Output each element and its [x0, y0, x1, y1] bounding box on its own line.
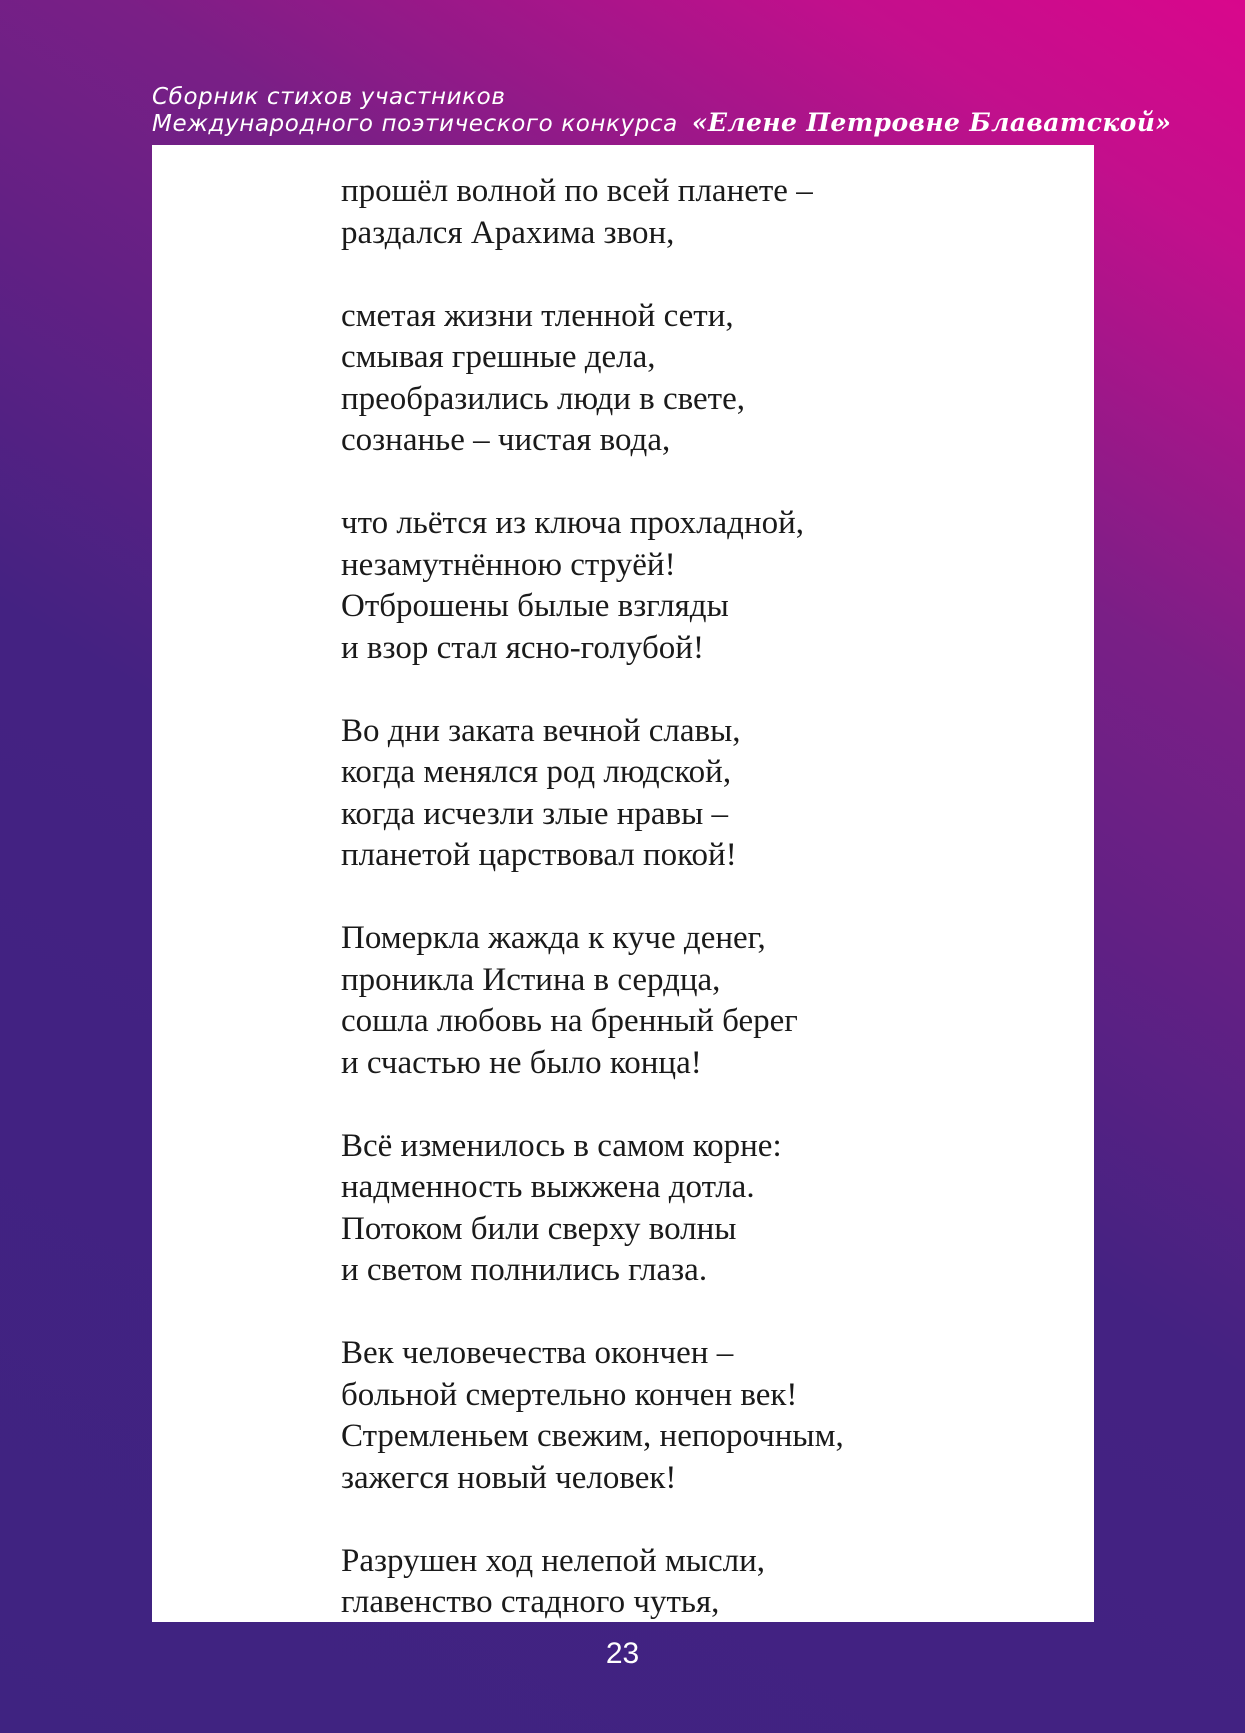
poem-stanza [341, 171, 1081, 254]
poem-line: Разрушен ход нелепой мысли, [341, 1542, 765, 1579]
poem-stanza [341, 296, 1081, 462]
poem-line: главенство стадного чутья, [341, 1584, 720, 1620]
poem-line: прошёл волной по всей планете – [341, 173, 813, 209]
poem-line: и взор стал ясно-голубой! [341, 629, 704, 666]
poem-line: что льётся из ключа прохладной, [341, 505, 805, 541]
poem-line: проникла Истина в сердца, [341, 961, 721, 998]
poem-line: Померкла жажда к куче денег, [341, 920, 766, 956]
poem-stanza [341, 1333, 1081, 1499]
poem-line: смывая грешные дела, [341, 339, 656, 375]
poem-stanza [341, 1541, 1081, 1623]
poem-line: Отброшены былые взгляды [341, 588, 729, 624]
poem-line: зажегся новый человек! [341, 1459, 677, 1496]
header-line-collection: Сборник стихов участников [152, 84, 506, 110]
header-contest-name: Международного поэтического конкурса [152, 111, 678, 137]
poem-line: когда исчезли злые нравы – [341, 795, 729, 832]
poem-line: Век человечества окончен – [341, 1335, 734, 1371]
poem-line: Стремленьем свежим, непорочным, [341, 1418, 844, 1454]
book-header [152, 84, 1172, 137]
header-contest-title: «Елене Петровне Блаватской» [691, 108, 1172, 137]
poem-line: сознанье – чистая вода, [341, 422, 671, 458]
poem-text [341, 171, 1081, 1622]
poem-line: когда менялся род людской, [341, 754, 732, 790]
poem-stanza [341, 1126, 1081, 1292]
poem-line: незамутнённою струёй! [341, 546, 676, 583]
poem-stanza [341, 711, 1081, 877]
header-line-contest [152, 108, 1172, 137]
poem-line: планетой царствовал покой! [341, 837, 737, 873]
poem-line: сметая жизни тленной сети, [341, 297, 734, 334]
poem-line: Потоком били сверху волны [341, 1210, 737, 1247]
poem-line: раздался Арахима звон, [341, 214, 675, 251]
page-content [152, 145, 1094, 1622]
poem-stanza [341, 503, 1081, 669]
poem-line: сошла любовь на бренный берег [341, 1003, 798, 1039]
poem-line: надменность выжжена дотла. [341, 1169, 755, 1205]
poem-line: больной смертельно кончен век! [341, 1376, 798, 1413]
poem-stanza [341, 918, 1081, 1084]
poem-line: Всё изменилось в самом корне: [341, 1127, 782, 1164]
page-number: 23 [605, 1637, 640, 1670]
poem-line: и светом полнились глаза. [341, 1252, 708, 1288]
poem-line: преобразились люди в свете, [341, 380, 745, 417]
poem-line: Во дни заката вечной славы, [341, 712, 741, 749]
poem-line: и счастью не было конца! [341, 1044, 702, 1081]
